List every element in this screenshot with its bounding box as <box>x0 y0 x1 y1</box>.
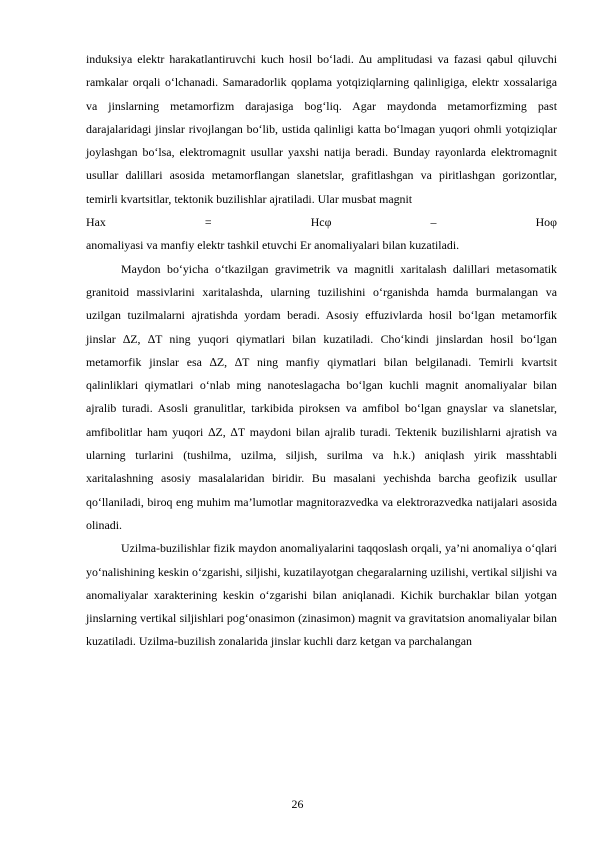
formula-term-2: Hoφ <box>535 215 557 230</box>
paragraph-4: Uzilma-buzilishlar fizik maydon anomaliyalarini taqqoslash orqali, ya’ni anomaliya o‘qlari yo‘nalishining keskin o‘zgarishi, siljishi, kuzatilayotgan chegaralarning uzilishi, vertikal siljishi va anomaliyalar xarakterining keskin o‘zgarishi bilan aniqlanadi. Kichik burchaklar bilan yotgan jinslarning vertikal siljishlari pog‘onasimon (zinasimon) magnit va gravitatsion anomaliyalar bilan kuzatiladi. Uzilma-buzilish zonalarida jinslar kuchli darz ketgan va parchalangan <box>86 541 557 649</box>
formula-term-1: Hcφ <box>310 215 332 230</box>
paragraph-2: anomaliyasi va manfiy elektr tashkil etuvchi Er anomaliyalari bilan kuzatiladi. <box>86 238 460 253</box>
page-number: 26 <box>291 797 304 811</box>
formula-line <box>86 211 557 234</box>
formula-equals: = <box>204 215 212 230</box>
formula-minus: – <box>430 215 437 230</box>
formula-lhs: Hax <box>86 215 106 230</box>
paragraph-3: Maydon bo‘yicha o‘tkazilgan gravimetrik va magnitli xaritalash dalillari metasomatik granitoid massivlarini xaritalashda, ularning tuzilishini o‘rganishda hamda burmalangan va uzilgan tuzilmalarni ajratishda yordam beradi. Asosiy effuzivlarda hosil bo‘lgan metamorfik jinslar ∆Z, ∆T ning yuqori qiymatlari bilan kuzatiladi. Cho‘kindi jinslardan hosil bo‘lgan metamorfik jinslar esa ∆Z, ∆T ning manfiy qiymatlari bilan belgilanadi. Temirli kvartsit qalinliklari qiymatlari o‘nlab ming nanoteslagacha bo‘lgan kuchli magnit anomaliyalar bilan ajralib turadi. Asosli granulitlar, tarkibida piroksen va amfibol bo‘lgan gnayslar va slanetslar, amfibolitlar ham yuqori ∆Z, ∆T maydoni bilan ajralib turadi. Tektenik buzilishlarni ajratish va ularning turlarini (tushilma, uzilma, siljish, surilma va h.k.) aniqlash yirik masshtabli xaritalashning asosiy masalalaridan biridir. Bu masalani yechishda barcha geofizik usullar qo‘llaniladi, biroq eng muhim ma’lumotlar magnitorazvedka va elektrorazvedka natijalari asosida olinadi. <box>86 261 557 532</box>
paragraph-1: induksiya elektr harakatlantiruvchi kuch hosil bo‘ladi. ∆u amplitudasi va fazasi qabul qiluvchi ramkalar orqali o‘lchanadi. Samaradorlik qoplama yotqiziqlarning qalinligiga, elektr xossalariga va jinslarning metamorfizm darajasiga bog‘liq. Agar maydonda metamorfizming past darajalaridagi jinslar rivojlangan bo‘lib, ustida qalinligi katta bo‘lmagan yuqori ohmli yotqiziqlar joylashgan bo‘lsa, elektromagnit usullar yaxshi natija beradi. Bunday rayonlarda elektromagnit usullar dalillari asosida metamorflangan slanetslar, grafitlashgan va piritlashgan gorizontlar, temirli kvartsitlar, tektonik buzilishlar ajratiladi. Ular musbat magnit <box>86 52 557 206</box>
page-body <box>86 48 557 654</box>
